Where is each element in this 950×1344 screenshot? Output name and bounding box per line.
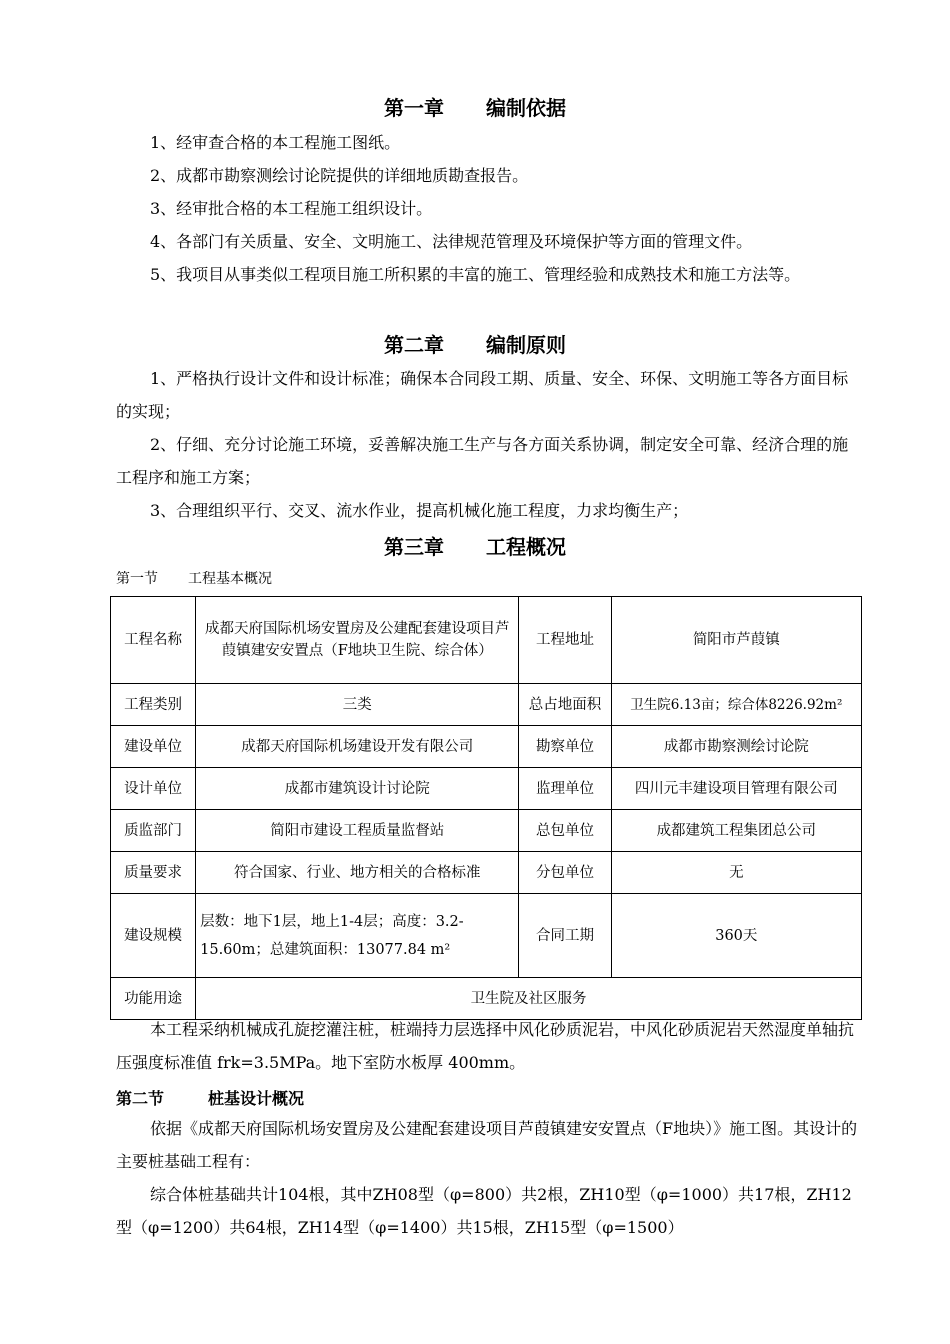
project-overview-table: [110, 596, 862, 1020]
table-cell: 监理单位: [519, 768, 611, 810]
table-cell: 无: [611, 852, 861, 894]
chapter3-title: [0, 531, 950, 560]
table-cell: 三类: [196, 684, 519, 726]
chapter1-number: 第一章: [384, 96, 444, 120]
chapter2-title: [0, 329, 950, 358]
table-cell: 卫生院6.13亩；综合体8226.92m²: [611, 684, 861, 726]
table-row: [111, 726, 862, 768]
chapter2-heading: 编制原则: [486, 333, 566, 357]
table-cell: 四川元丰建设项目管理有限公司: [611, 768, 861, 810]
chapter3-heading: 工程概况: [486, 535, 566, 559]
table-cell: 合同工期: [519, 894, 611, 978]
chapter2-item-1: 1、严格执行设计文件和设计标准；确保本合同段工期、质量、安全、环保、文明施工等各方面目标的实现；: [116, 369, 849, 421]
table-cell: 工程地址: [519, 597, 611, 684]
chapter2-number: 第二章: [384, 333, 444, 357]
table-cell: 建设规模: [111, 894, 196, 978]
table-cell: 建设单位: [111, 726, 196, 768]
table-cell: 功能用途: [111, 978, 196, 1020]
chapter1-item-5: 5、我项目从事类似工程项目施工所积累的丰富的施工、管理经验和成熟技术和施工方法等。: [150, 265, 801, 284]
section2-heading: 桩基设计概况: [208, 1089, 305, 1108]
table-row: [111, 852, 862, 894]
table-cell: 360天: [611, 894, 861, 978]
table-cell: 符合国家、行业、地方相关的合格标准: [196, 852, 519, 894]
table-cell: 成都天府国际机场安置房及公建配套建设项目芦葭镇建安安置点（F地块卫生院、综合体）: [196, 597, 519, 684]
chapter1-item-2: 2、成都市勘察测绘讨论院提供的详细地质勘查报告。: [150, 166, 529, 185]
table-row: [111, 768, 862, 810]
table-cell: 简阳市建设工程质量监督站: [196, 810, 519, 852]
chapter1-heading: 编制依据: [486, 96, 566, 120]
table-cell: 层数：地下1层，地上1-4层；高度：3.2-15.60m；总建筑面积：13077.84 m²: [196, 894, 519, 978]
section1-number: 第一节: [116, 571, 158, 587]
chapter1-title: [0, 92, 950, 121]
table-cell: 设计单位: [111, 768, 196, 810]
section2-number: 第二节: [116, 1089, 165, 1108]
table-cell: 质监部门: [111, 810, 196, 852]
table-cell: 简阳市芦葭镇: [611, 597, 861, 684]
table-cell: 成都建筑工程集团总公司: [611, 810, 861, 852]
table-row: [111, 597, 862, 684]
design-basis-paragraph: 依据《成都天府国际机场安置房及公建配套建设项目芦葭镇建安安置点（F地块）》施工图。其设计的主要桩基础工程有：: [116, 1119, 858, 1171]
table-cell: 总包单位: [519, 810, 611, 852]
table-row: [111, 684, 862, 726]
table-cell: 工程名称: [111, 597, 196, 684]
table-row: [111, 810, 862, 852]
section2-title: [116, 1086, 304, 1109]
table-cell: 总占地面积: [519, 684, 611, 726]
section1-heading: 工程基本概况: [188, 571, 272, 587]
table-cell: 分包单位: [519, 852, 611, 894]
chapter2-item-3: 3、合理组织平行、交叉、流水作业，提高机械化施工程度，力求均衡生产；: [150, 501, 689, 520]
table-cell: 成都市建筑设计讨论院: [196, 768, 519, 810]
pile-foundation-paragraph: 本工程采纳机械成孔旋挖灌注桩，桩端持力层选择中风化砂质泥岩，中风化砂质泥岩天然湿度单轴抗压强度标准值 frk=3.5MPa。地下室防水板厚 400mm。: [116, 1020, 855, 1072]
table-cell: 卫生院及社区服务: [196, 978, 862, 1020]
chapter2-item-2: 2、仔细、充分讨论施工环境，妥善解决施工生产与各方面关系协调，制定安全可靠、经济合理的施工程序和施工方案；: [116, 435, 849, 487]
pile-count-paragraph: 综合体桩基础共计104根，其中ZH08型（φ=800）共2根，ZH10型（φ=1000）共17根，ZH12型（φ=1200）共64根，ZH14型（φ=1400）共15根，ZH15型（φ=1500）: [116, 1185, 852, 1237]
table-cell: 质量要求: [111, 852, 196, 894]
chapter1-item-4: 4、各部门有关质量、安全、文明施工、法律规范管理及环境保护等方面的管理文件。: [150, 232, 753, 251]
table-cell: 勘察单位: [519, 726, 611, 768]
table-row: [111, 894, 862, 978]
chapter1-item-3: 3、经审批合格的本工程施工组织设计。: [150, 199, 433, 218]
chapter3-number: 第三章: [384, 535, 444, 559]
section1-title: [116, 568, 272, 588]
table-cell: 工程类别: [111, 684, 196, 726]
chapter1-item-1: 1、经审查合格的本工程施工图纸。: [150, 133, 401, 152]
table-cell: 成都天府国际机场建设开发有限公司: [196, 726, 519, 768]
table-cell: 成都市勘察测绘讨论院: [611, 726, 861, 768]
